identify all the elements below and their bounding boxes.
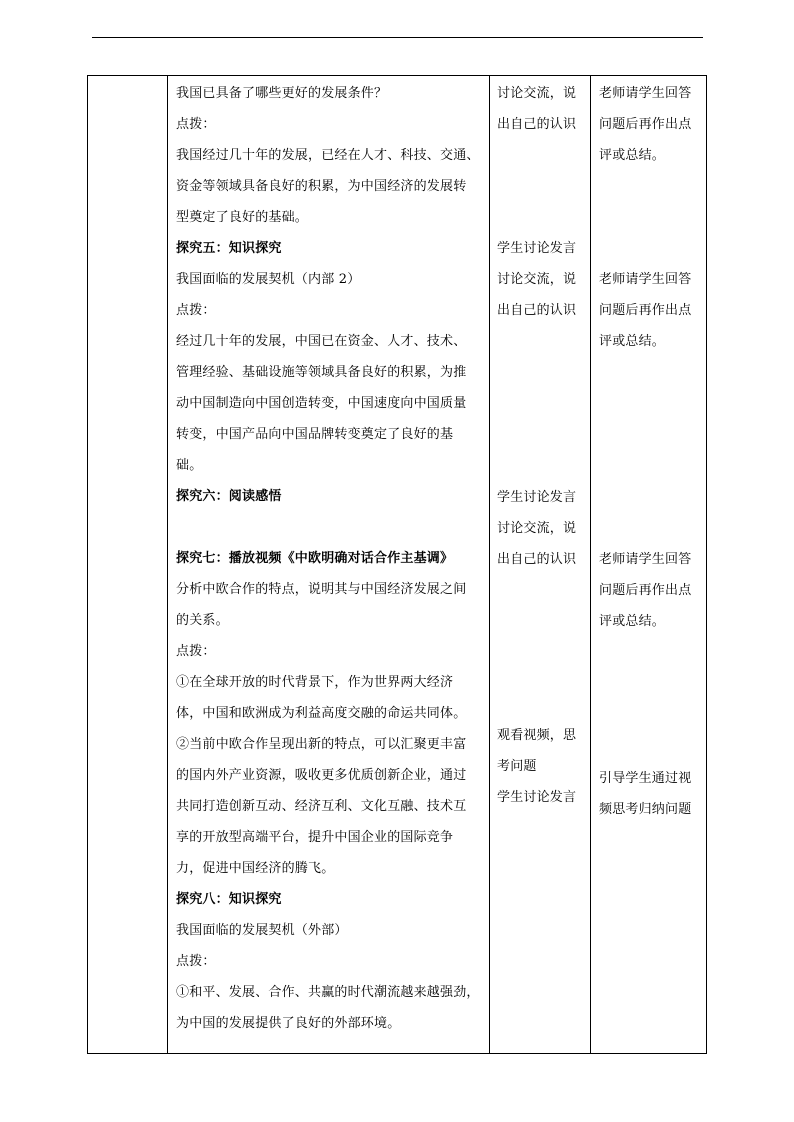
activity-line: 问题后再作出点 xyxy=(599,303,692,318)
activity-line: 考问题 xyxy=(497,759,537,774)
content-line: 力，促进中国经济的腾飞。 xyxy=(176,861,335,876)
activity-line: 评或总结。 xyxy=(599,614,666,629)
content-line: ①在全球开放的时代背景下，作为世界两大经济 xyxy=(176,675,454,690)
activity-line: 出自己的认识 xyxy=(497,552,577,567)
activity-line: 问题后再作出点 xyxy=(599,583,692,598)
column-divider xyxy=(590,76,591,1053)
content-line: 享的开放型高端平台，提升中国企业的国际竞争 xyxy=(176,830,454,845)
teaching-content-column xyxy=(176,78,488,1039)
content-line: 础。 xyxy=(176,458,203,473)
content-line: 型奠定了良好的基础。 xyxy=(176,210,309,225)
content-line: 的关系。 xyxy=(176,613,229,628)
content-line: 经过几十年的发展，中国已在资金、人才、技术、 xyxy=(176,334,467,349)
activity-line: 问题后再作出点 xyxy=(599,117,692,132)
activity-line: 讨论交流，说 xyxy=(497,272,577,287)
section-heading: 探究七：播放视频《中欧明确对话合作主基调》 xyxy=(176,551,454,566)
activity-line: 引导学生通过视 xyxy=(599,771,692,786)
column-divider xyxy=(167,76,168,1053)
content-line: 我国经过几十年的发展，已经在人才、科技、交通、 xyxy=(176,148,480,163)
content-line xyxy=(176,512,488,543)
content-line: 我国面临的发展契机（外部） xyxy=(176,923,348,938)
student-activity-block xyxy=(497,233,589,326)
content-line: 我国已具备了哪些更好的发展条件？ xyxy=(176,86,388,101)
student-activity-block xyxy=(497,78,589,140)
content-line: 管理经验、基础设施等领域具备良好的积累，为推 xyxy=(176,365,467,380)
content-line: 点拨： xyxy=(176,117,216,132)
content-line: ①和平、发展、合作、共赢的时代潮流越来越强劲， xyxy=(176,985,480,1000)
activity-line: 评或总结。 xyxy=(599,148,666,163)
content-line: 共同打造创新互动、经济互利、文化互融、技术互 xyxy=(176,799,467,814)
section-heading: 探究六：阅读感悟 xyxy=(176,489,282,504)
content-line: 点拨： xyxy=(176,954,216,969)
column-divider xyxy=(489,76,490,1053)
activity-line: 评或总结。 xyxy=(599,334,666,349)
section-heading: 探究八：知识探究 xyxy=(176,892,282,907)
header-rule xyxy=(92,37,703,38)
content-line: 的国内外产业资源，吸收更多优质创新企业，通过 xyxy=(176,768,467,783)
activity-line: 出自己的认识 xyxy=(497,117,577,132)
activity-line: 学生讨论发言 xyxy=(497,490,577,505)
teacher-activity-block xyxy=(599,78,705,171)
section-heading: 探究五：知识探究 xyxy=(176,241,282,256)
activity-line: 讨论交流，说 xyxy=(497,521,577,536)
lesson-plan-table xyxy=(87,75,707,1054)
content-line: 资金等领域具备良好的积累，为中国经济的发展转 xyxy=(176,179,467,194)
activity-line: 讨论交流，说 xyxy=(497,86,577,101)
activity-line: 老师请学生回答 xyxy=(599,552,692,567)
content-line: 体，中国和欧洲成为利益高度交融的命运共同体。 xyxy=(176,706,467,721)
content-line: 动中国制造向中国创造转变，中国速度向中国质量 xyxy=(176,396,467,411)
content-line: 点拨： xyxy=(176,644,216,659)
activity-line: 学生讨论发言 xyxy=(497,241,577,256)
activity-line: 老师请学生回答 xyxy=(599,86,692,101)
content-line: 转变，中国产品向中国品牌转变奠定了良好的基 xyxy=(176,427,454,442)
content-line: ②当前中欧合作呈现出新的特点，可以汇聚更丰富 xyxy=(176,737,467,752)
content-line: 点拨： xyxy=(176,303,216,318)
content-line: 我国面临的发展契机（内部 2） xyxy=(176,272,361,287)
content-line: 为中国的发展提供了良好的外部环境。 xyxy=(176,1016,401,1031)
student-activity-block xyxy=(497,720,589,813)
content-line: 分析中欧合作的特点，说明其与中国经济发展之间 xyxy=(176,582,467,597)
teacher-activity-block xyxy=(599,544,705,637)
activity-line: 老师请学生回答 xyxy=(599,272,692,287)
teacher-activity-block xyxy=(599,763,705,825)
activity-line: 学生讨论发言 xyxy=(497,790,577,805)
activity-line: 频思考归纳问题 xyxy=(599,802,692,817)
student-activity-block xyxy=(497,482,589,575)
teacher-activity-block xyxy=(599,264,705,357)
activity-line: 出自己的认识 xyxy=(497,303,577,318)
activity-line: 观看视频，思 xyxy=(497,728,577,743)
